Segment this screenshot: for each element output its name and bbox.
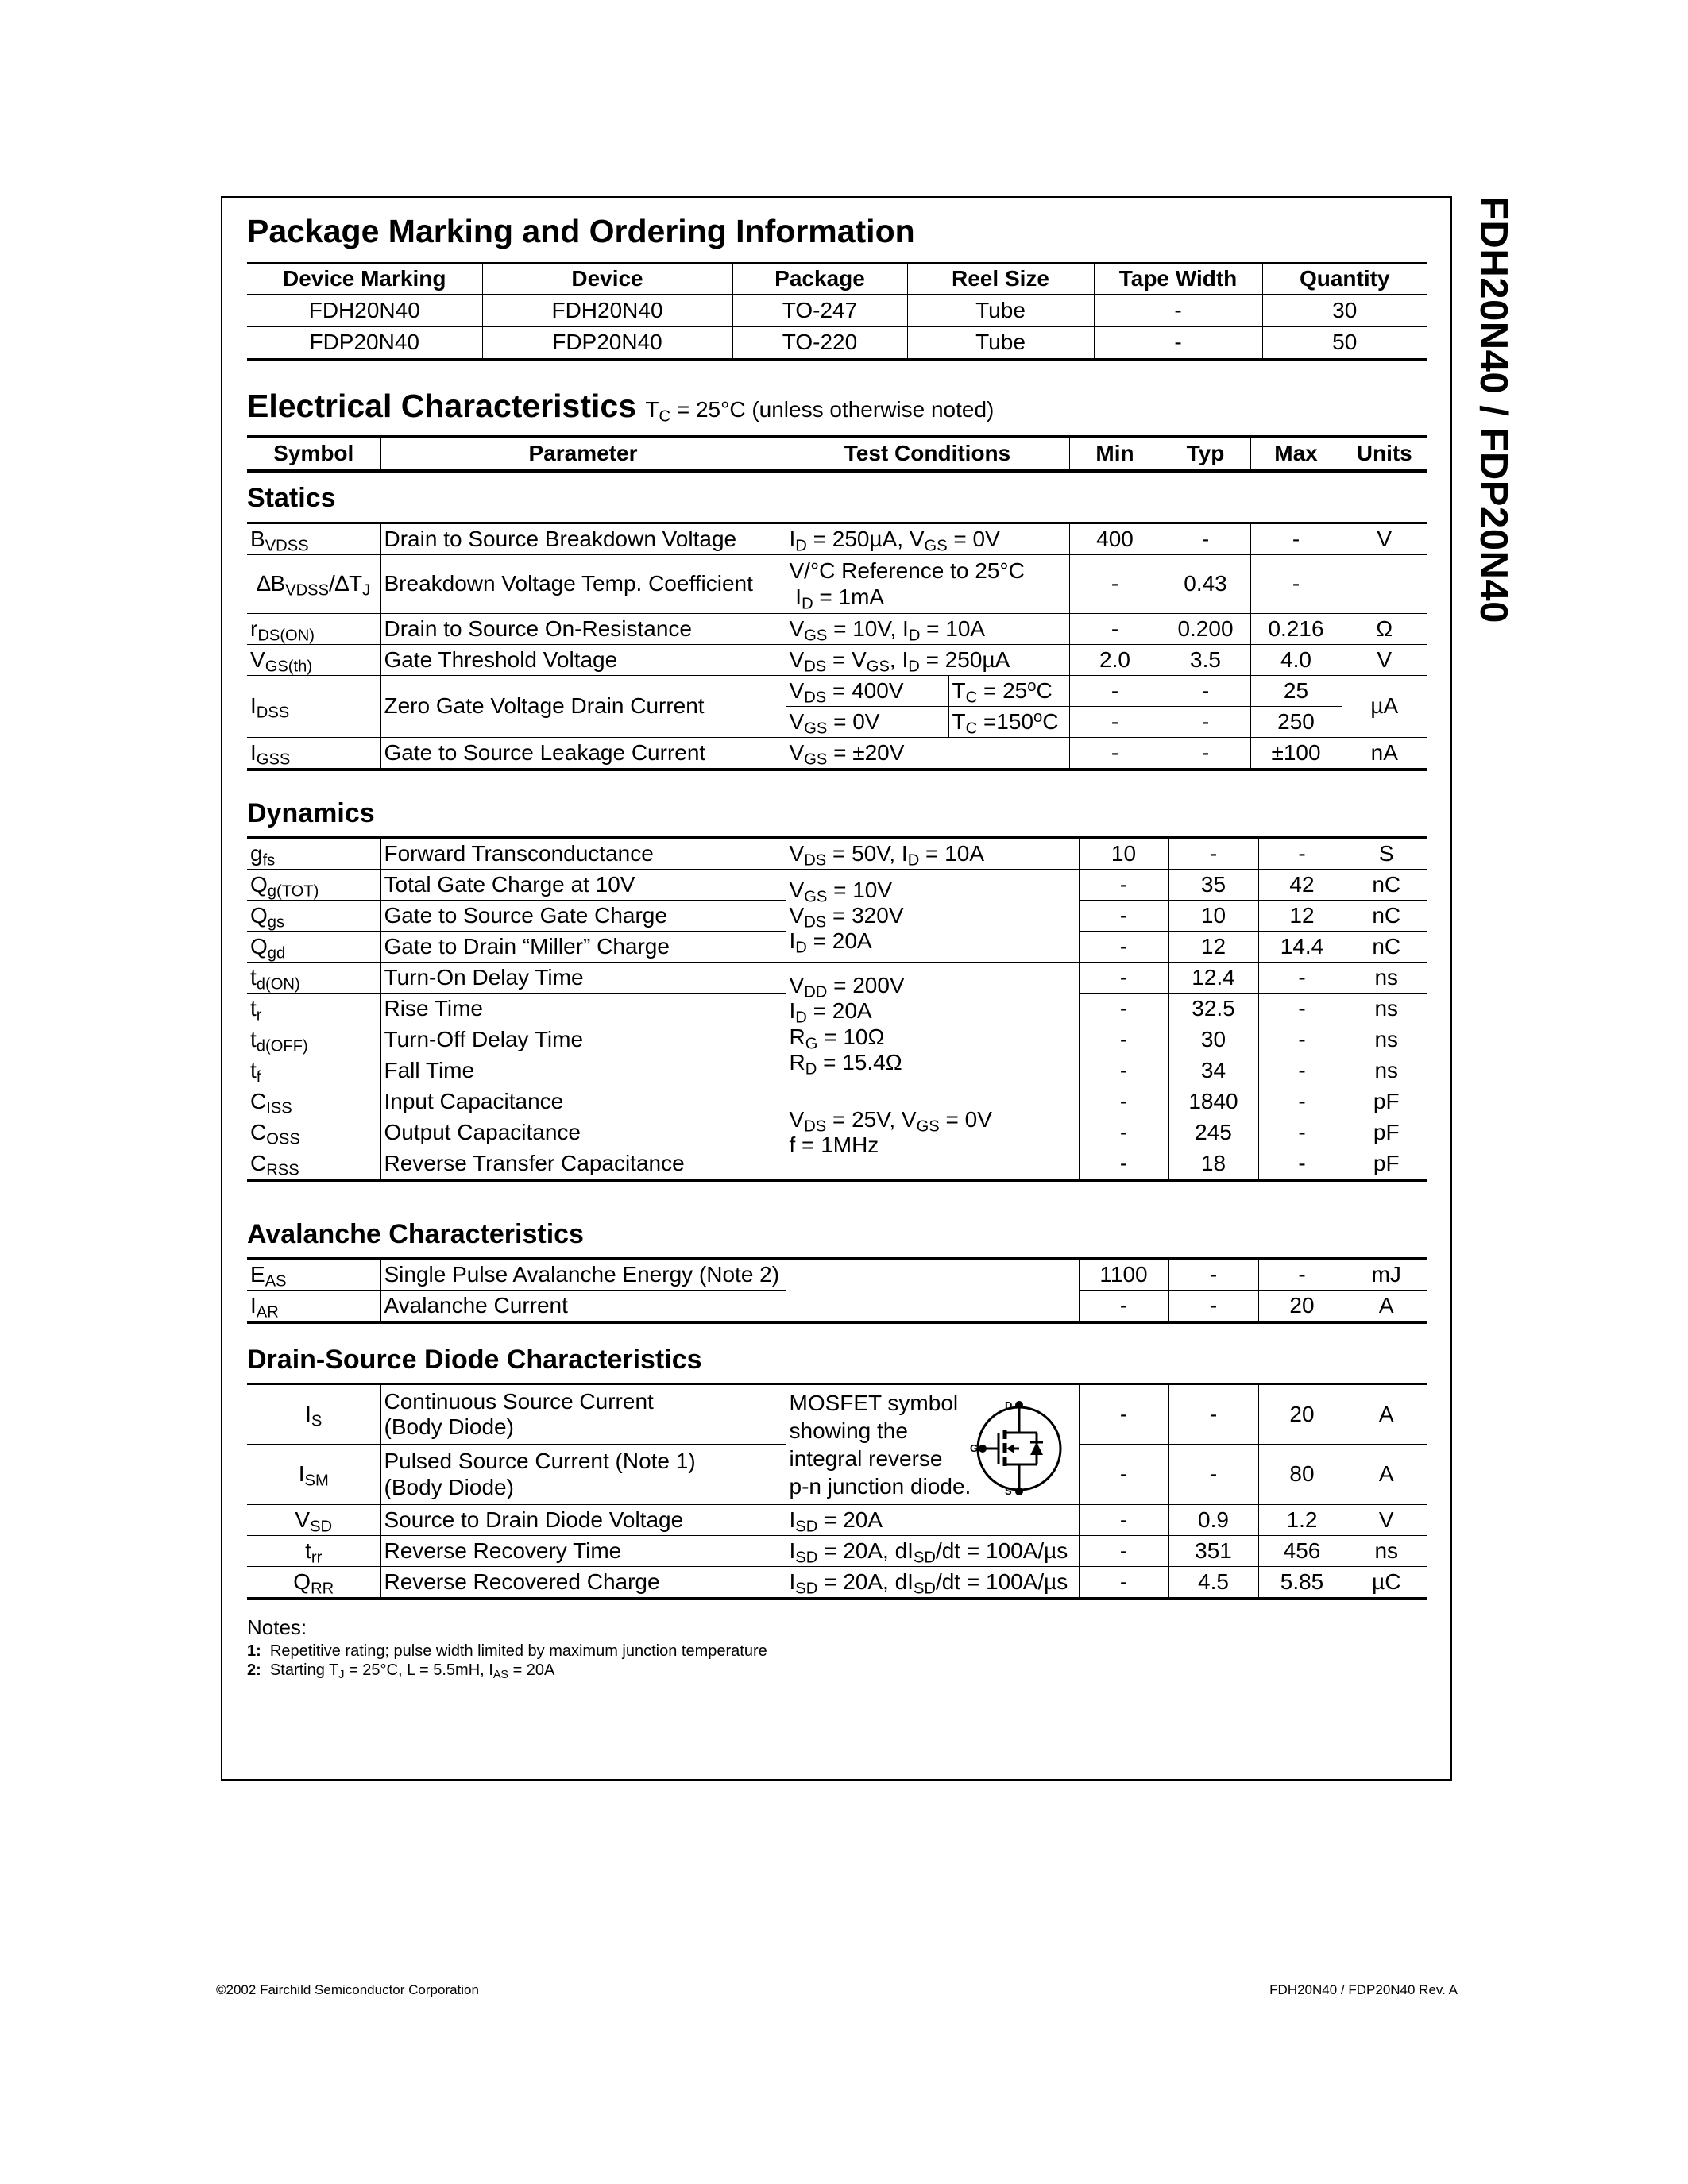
unit-cell: ns bbox=[1346, 1536, 1427, 1567]
unit-cell: A bbox=[1346, 1384, 1427, 1445]
unit-cell: pF bbox=[1346, 1117, 1427, 1148]
electrical-title: Electrical Characteristics $T_C = 25^\circ C$ (unless otherwise noted) bbox=[247, 388, 995, 426]
col-header: Min bbox=[1069, 437, 1161, 472]
symbol-cell: $t_{rr}$ bbox=[247, 1536, 380, 1567]
unit-cell: µA bbox=[1342, 676, 1427, 738]
symbol-cell: $t_f$ bbox=[247, 1055, 380, 1086]
col-header: Max bbox=[1250, 437, 1342, 472]
unit-cell bbox=[1342, 555, 1427, 614]
cond-cell: $I_D = 250\mu A$, $V_{GS} = 0V$ bbox=[786, 523, 1069, 555]
min-cell: - bbox=[1079, 1445, 1168, 1505]
min-cell: - bbox=[1079, 1086, 1168, 1117]
typ-cell: - bbox=[1168, 1384, 1258, 1445]
param-cell: Gate to Source Gate Charge bbox=[380, 901, 786, 932]
min-cell: 2.0 bbox=[1069, 645, 1161, 676]
param-cell: Turn-On Delay Time bbox=[380, 963, 786, 994]
max-cell: - bbox=[1258, 838, 1346, 870]
min-cell: - bbox=[1079, 1117, 1168, 1148]
cond-cell bbox=[786, 1259, 1079, 1323]
col-header: Symbol bbox=[247, 437, 380, 472]
max-cell: - bbox=[1250, 555, 1342, 614]
typ-cell: - bbox=[1161, 523, 1250, 555]
unit-cell: S bbox=[1346, 838, 1427, 870]
table-row bbox=[247, 838, 1427, 870]
max-cell: - bbox=[1258, 1055, 1346, 1086]
electrical-header-table bbox=[247, 435, 1427, 473]
avalanche-table bbox=[247, 1257, 1427, 1324]
dynamics-table bbox=[247, 836, 1427, 1182]
max-cell: - bbox=[1250, 523, 1342, 555]
notes-label: Notes: bbox=[247, 1615, 307, 1639]
param-cell: Output Capacitance bbox=[380, 1117, 786, 1148]
table-row bbox=[247, 676, 1427, 707]
typ-cell: - bbox=[1168, 1445, 1258, 1505]
min-cell: - bbox=[1079, 1567, 1168, 1599]
typ-cell: 1840 bbox=[1168, 1086, 1258, 1117]
symbol-cell: $Q_{g(TOT)}$ bbox=[247, 870, 380, 901]
symbol-cell: $C_{ISS}$ bbox=[247, 1086, 380, 1117]
cond-cell: MOSFET symbol showing the integral reverse p-n junction diode. D G S bbox=[786, 1384, 1079, 1505]
min-cell: - bbox=[1069, 555, 1161, 614]
typ-cell: 30 bbox=[1168, 1024, 1258, 1055]
max-cell: 80 bbox=[1258, 1445, 1346, 1505]
table-cell: FDH20N40 bbox=[482, 295, 732, 327]
table-cell: 30 bbox=[1262, 295, 1427, 327]
dynamics-title: Dynamics bbox=[247, 798, 375, 828]
table-cell: FDP20N40 bbox=[482, 327, 732, 361]
table-cell: TO-247 bbox=[732, 295, 907, 327]
param-cell: Forward Transconductance bbox=[380, 838, 786, 870]
param-cell: Gate Threshold Voltage bbox=[380, 645, 786, 676]
min-cell: - bbox=[1079, 1536, 1168, 1567]
symbol-cell: $C_{RSS}$ bbox=[247, 1148, 380, 1181]
min-cell: 400 bbox=[1069, 523, 1161, 555]
unit-cell: V bbox=[1342, 523, 1427, 555]
typ-cell: - bbox=[1168, 838, 1258, 870]
max-cell: 250 bbox=[1250, 707, 1342, 738]
symbol-cell: $\Delta B_{VDSS}/\Delta T_J$ bbox=[247, 555, 380, 614]
param-cell: Zero Gate Voltage Drain Current bbox=[380, 676, 786, 738]
param-cell: Continuous Source Current (Body Diode) bbox=[380, 1384, 786, 1445]
max-cell: 20 bbox=[1258, 1384, 1346, 1445]
table-row bbox=[247, 614, 1427, 645]
unit-cell: mJ bbox=[1346, 1259, 1427, 1291]
max-cell: - bbox=[1258, 963, 1346, 994]
table-cell: - bbox=[1094, 327, 1262, 361]
typ-cell: 32.5 bbox=[1168, 994, 1258, 1024]
param-cell: Turn-Off Delay Time bbox=[380, 1024, 786, 1055]
cond-cell: $V_{GS} = 10V$ $V_{DS} = 320V$ $I_D = 20A$ bbox=[786, 870, 1079, 963]
min-cell: - bbox=[1079, 901, 1168, 932]
param-cell: Rise Time bbox=[380, 994, 786, 1024]
table-row bbox=[247, 1086, 1427, 1117]
col-header: Quantity bbox=[1262, 264, 1427, 295]
typ-cell: 34 bbox=[1168, 1055, 1258, 1086]
symbol-cell: $Q_{gs}$ bbox=[247, 901, 380, 932]
table-cell: FDH20N40 bbox=[247, 295, 482, 327]
col-header: Package bbox=[732, 264, 907, 295]
package-table bbox=[247, 262, 1427, 361]
symbol-cell: $t_{d(OFF)}$ bbox=[247, 1024, 380, 1055]
min-cell: - bbox=[1079, 932, 1168, 963]
unit-cell: Ω bbox=[1342, 614, 1427, 645]
cond-cell: $T_C =150^oC$ bbox=[948, 707, 1069, 738]
table-row bbox=[247, 523, 1427, 555]
typ-cell: 3.5 bbox=[1161, 645, 1250, 676]
typ-cell: 35 bbox=[1168, 870, 1258, 901]
param-cell: Drain to Source Breakdown Voltage bbox=[380, 523, 786, 555]
typ-cell: - bbox=[1161, 738, 1250, 770]
param-cell: Input Capacitance bbox=[380, 1086, 786, 1117]
min-cell: - bbox=[1079, 1505, 1168, 1536]
symbol-cell: $t_{d(ON)}$ bbox=[247, 963, 380, 994]
param-cell: Reverse Transfer Capacitance bbox=[380, 1148, 786, 1181]
max-cell: - bbox=[1258, 994, 1346, 1024]
min-cell: - bbox=[1069, 676, 1161, 707]
max-cell: 12 bbox=[1258, 901, 1346, 932]
cond-cell: $I_{SD} = 20A$, $dI_{SD}/dt = 100A/\mu s$ bbox=[786, 1567, 1079, 1599]
footer-copyright: ©2002 Fairchild Semiconductor Corporation bbox=[216, 1982, 479, 1997]
param-cell: Pulsed Source Current (Note 1) (Body Diode) bbox=[380, 1445, 786, 1505]
max-cell: - bbox=[1258, 1024, 1346, 1055]
max-cell: 42 bbox=[1258, 870, 1346, 901]
electrical-header-row bbox=[247, 437, 1427, 472]
statics-table bbox=[247, 522, 1427, 771]
symbol-cell: $I_{SM}$ bbox=[247, 1445, 380, 1505]
cond-cell: V/°C Reference to 25°C $I_D = 1mA$ bbox=[786, 555, 1069, 614]
typ-cell: 245 bbox=[1168, 1117, 1258, 1148]
cond-cell: $V_{GS} = 0V$ bbox=[786, 707, 948, 738]
unit-cell: ns bbox=[1346, 963, 1427, 994]
symbol-cell: $I_{AR}$ bbox=[247, 1291, 380, 1323]
mosfet-symbol-icon bbox=[965, 1393, 1068, 1500]
table-cell: 50 bbox=[1262, 327, 1427, 361]
cond-cell: $T_C = 25^oC$ bbox=[948, 676, 1069, 707]
symbol-cell: $r_{DS(ON)}$ bbox=[247, 614, 380, 645]
electrical-condition: $T_C = 25^\circ C$ (unless otherwise noted) bbox=[645, 397, 995, 426]
table-row bbox=[247, 295, 1427, 327]
symbol-cell: $I_S$ bbox=[247, 1384, 380, 1445]
cond-cell: $V_{DS} = V_{GS}$, $I_D = 250\mu A$ bbox=[786, 645, 1069, 676]
table-cell: - bbox=[1094, 295, 1262, 327]
table-cell: Tube bbox=[907, 295, 1094, 327]
diode-table bbox=[247, 1383, 1427, 1600]
col-header: Device bbox=[482, 264, 732, 295]
unit-cell: V bbox=[1342, 645, 1427, 676]
typ-cell: 10 bbox=[1168, 901, 1258, 932]
max-cell: 14.4 bbox=[1258, 932, 1346, 963]
col-header: Device Marking bbox=[247, 264, 482, 295]
param-cell: Single Pulse Avalanche Energy (Note 2) bbox=[380, 1259, 786, 1291]
cond-cell: $V_{DS} = 50V$, $I_D = 10A$ bbox=[786, 838, 1079, 870]
table-row bbox=[247, 1505, 1427, 1536]
min-cell: 1100 bbox=[1079, 1259, 1168, 1291]
svg-text:D: D bbox=[1004, 1399, 1012, 1411]
max-cell: 1.2 bbox=[1258, 1505, 1346, 1536]
side-title: FDH20N40 / FDP20N40 bbox=[1472, 196, 1515, 623]
min-cell: - bbox=[1069, 614, 1161, 645]
max-cell: 25 bbox=[1250, 676, 1342, 707]
table-row bbox=[247, 1567, 1427, 1599]
note-1: 1: Repetitive rating; pulse width limited by maximum junction temperature bbox=[247, 1642, 767, 1660]
statics-title: Statics bbox=[247, 483, 336, 513]
min-cell: - bbox=[1069, 738, 1161, 770]
min-cell: 10 bbox=[1079, 838, 1168, 870]
param-cell: Reverse Recovered Charge bbox=[380, 1567, 786, 1599]
unit-cell: nC bbox=[1346, 932, 1427, 963]
min-cell: - bbox=[1069, 707, 1161, 738]
max-cell: 0.216 bbox=[1250, 614, 1342, 645]
unit-cell: V bbox=[1346, 1505, 1427, 1536]
col-header: Parameter bbox=[380, 437, 786, 472]
package-section-title: Package Marking and Ordering Information bbox=[247, 213, 915, 249]
param-cell: Breakdown Voltage Temp. Coefficient bbox=[380, 555, 786, 614]
param-cell: Gate to Drain “Miller” Charge bbox=[380, 932, 786, 963]
max-cell: 4.0 bbox=[1250, 645, 1342, 676]
min-cell: - bbox=[1079, 994, 1168, 1024]
typ-cell: 4.5 bbox=[1168, 1567, 1258, 1599]
svg-text:G: G bbox=[969, 1442, 978, 1454]
cond-cell: $V_{DD} = 200V$ $I_D = 20A$ $R_G = 10\Omega$ $R_D = 15.4\Omega$ bbox=[786, 963, 1079, 1086]
typ-cell: 351 bbox=[1168, 1536, 1258, 1567]
table-row bbox=[247, 963, 1427, 994]
typ-cell: 12 bbox=[1168, 932, 1258, 963]
unit-cell: ns bbox=[1346, 994, 1427, 1024]
min-cell: - bbox=[1079, 870, 1168, 901]
max-cell: ±100 bbox=[1250, 738, 1342, 770]
min-cell: - bbox=[1079, 963, 1168, 994]
symbol-cell: $Q_{RR}$ bbox=[247, 1567, 380, 1599]
col-header: Units bbox=[1342, 437, 1427, 472]
max-cell: - bbox=[1258, 1086, 1346, 1117]
table-row bbox=[247, 738, 1427, 770]
col-header: Typ bbox=[1161, 437, 1250, 472]
min-cell: - bbox=[1079, 1384, 1168, 1445]
symbol-cell: $t_r$ bbox=[247, 994, 380, 1024]
unit-cell: ns bbox=[1346, 1055, 1427, 1086]
symbol-cell: $V_{SD}$ bbox=[247, 1505, 380, 1536]
typ-cell: 0.9 bbox=[1168, 1505, 1258, 1536]
typ-cell: 18 bbox=[1168, 1148, 1258, 1181]
symbol-cell: $B_{VDSS}$ bbox=[247, 523, 380, 555]
cond-cell: $V_{GS} = 10V$, $I_D = 10A$ bbox=[786, 614, 1069, 645]
unit-cell: nC bbox=[1346, 901, 1427, 932]
param-cell: Drain to Source On-Resistance bbox=[380, 614, 786, 645]
symbol-cell: $C_{OSS}$ bbox=[247, 1117, 380, 1148]
table-cell: Tube bbox=[907, 327, 1094, 361]
typ-cell: - bbox=[1168, 1259, 1258, 1291]
max-cell: - bbox=[1258, 1148, 1346, 1181]
typ-cell: - bbox=[1161, 676, 1250, 707]
table-row bbox=[247, 327, 1427, 361]
unit-cell: µC bbox=[1346, 1567, 1427, 1599]
typ-cell: - bbox=[1168, 1291, 1258, 1323]
table-row bbox=[247, 645, 1427, 676]
table-row bbox=[247, 1536, 1427, 1567]
cond-cell: $I_{SD} = 20A$, $dI_{SD}/dt = 100A/\mu s$ bbox=[786, 1536, 1079, 1567]
param-cell: Gate to Source Leakage Current bbox=[380, 738, 786, 770]
symbol-cell: $Q_{gd}$ bbox=[247, 932, 380, 963]
col-header: Test Conditions bbox=[786, 437, 1069, 472]
table-cell: FDP20N40 bbox=[247, 327, 482, 361]
typ-cell: 0.43 bbox=[1161, 555, 1250, 614]
unit-cell: nC bbox=[1346, 870, 1427, 901]
footer-revision: FDH20N40 / FDP20N40 Rev. A bbox=[1269, 1982, 1458, 1997]
max-cell: - bbox=[1258, 1259, 1346, 1291]
symbol-cell: $V_{GS(th)}$ bbox=[247, 645, 380, 676]
typ-cell: 12.4 bbox=[1168, 963, 1258, 994]
param-cell: Reverse Recovery Time bbox=[380, 1536, 786, 1567]
min-cell: - bbox=[1079, 1148, 1168, 1181]
note-2: 2: Starting $T_J = 25^\circ C$, L = 5.5mH, $I_{AS} = 20A$ bbox=[247, 1661, 555, 1682]
typ-cell: 0.200 bbox=[1161, 614, 1250, 645]
cond-cell: $V_{DS} = 25V$, $V_{GS} = 0V$ f = 1MHz bbox=[786, 1086, 1079, 1181]
max-cell: 5.85 bbox=[1258, 1567, 1346, 1599]
unit-cell: nA bbox=[1342, 738, 1427, 770]
min-cell: - bbox=[1079, 1055, 1168, 1086]
unit-cell: A bbox=[1346, 1291, 1427, 1323]
col-header: Reel Size bbox=[907, 264, 1094, 295]
cond-cell: $I_{SD} = 20A$ bbox=[786, 1505, 1079, 1536]
param-cell: Total Gate Charge at 10V bbox=[380, 870, 786, 901]
symbol-cell: $g_{fs}$ bbox=[247, 838, 380, 870]
diode-title: Drain-Source Diode Characteristics bbox=[247, 1345, 702, 1375]
unit-cell: pF bbox=[1346, 1148, 1427, 1181]
min-cell: - bbox=[1079, 1024, 1168, 1055]
max-cell: 456 bbox=[1258, 1536, 1346, 1567]
param-cell: Avalanche Current bbox=[380, 1291, 786, 1323]
col-header: Tape Width bbox=[1094, 264, 1262, 295]
min-cell: - bbox=[1079, 1291, 1168, 1323]
avalanche-title: Avalanche Characteristics bbox=[247, 1219, 584, 1249]
table-row bbox=[247, 555, 1427, 614]
max-cell: - bbox=[1258, 1117, 1346, 1148]
cond-cell: $V_{DS} = 400V$ bbox=[786, 676, 948, 707]
symbol-cell: $I_{GSS}$ bbox=[247, 738, 380, 770]
table-row bbox=[247, 870, 1427, 901]
package-header-row bbox=[247, 264, 1427, 295]
svg-text:S: S bbox=[1004, 1485, 1012, 1497]
table-row bbox=[247, 1384, 1427, 1445]
typ-cell: - bbox=[1161, 707, 1250, 738]
unit-cell: pF bbox=[1346, 1086, 1427, 1117]
param-cell: Fall Time bbox=[380, 1055, 786, 1086]
table-row bbox=[247, 1259, 1427, 1291]
symbol-cell: $E_{AS}$ bbox=[247, 1259, 380, 1291]
table-cell: TO-220 bbox=[732, 327, 907, 361]
max-cell: 20 bbox=[1258, 1291, 1346, 1323]
param-cell: Source to Drain Diode Voltage bbox=[380, 1505, 786, 1536]
symbol-cell: $I_{DSS}$ bbox=[247, 676, 380, 738]
unit-cell: A bbox=[1346, 1445, 1427, 1505]
cond-cell: $V_{GS} = \pm 20V$ bbox=[786, 738, 1069, 770]
unit-cell: ns bbox=[1346, 1024, 1427, 1055]
